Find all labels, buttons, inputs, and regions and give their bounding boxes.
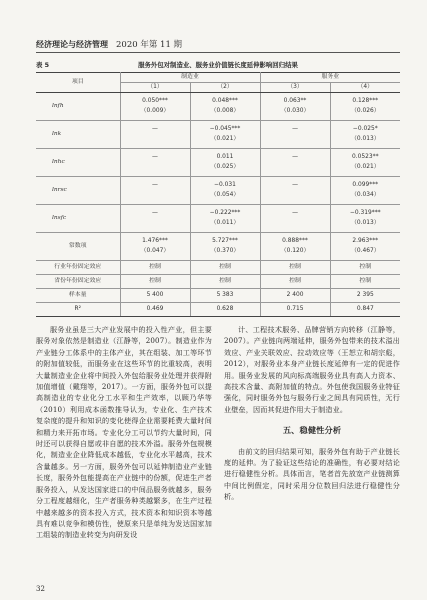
table-row — [36, 93, 400, 107]
coef-cell: — — [260, 177, 330, 191]
se-cell — [260, 219, 330, 233]
coef-cell: — — [260, 205, 330, 219]
variable-name: lnfh — [36, 93, 120, 121]
body-paragraph: 服务业虽是三大产业发展中的投入性产业，但主要服务对象依然是制造业（江静等，2007）。制造业作为产业链分工体系中的主体产业，其在组装、加工等环节的附加值较低，而服务业在这些环节的比重较高，表明大量制造业企业将中间投入外包给服务业处理并获得附加值增值（戴翔等，2017）。一方面，服务外包可以提高制造业的专业化分工水平和生产效率，以顾乃华等（2010）利用成本函数推导认为，专业化、生产技术复杂度的提升和知识的变化使得企业需要耗费大量时间和精力来开拓市场。专业化分工可以节约大量时间，同时还可以获得自愿或非自愿的技术外溢。服务外包规模化，制造业企业降低成本越低，专业化水平越高，技术含量越多。另一方面，服务外包可以延伸制造业产业链长度，服务外包能提高在产业链中的份额，促进生产者服务投入，从发达国家进口的中间品服务就越多，服务分工程度越细化，生产者服务种类越繁多，在生产过程中越来越多的资本投入方式，技术资本和知识资本等越具有难以竞争和模仿性，使原来只是单纯为发达国家加工组装的制造业转变为向研发设 — [36, 325, 212, 540]
col-header: （2） — [190, 83, 260, 93]
coef-cell: 2.963*** — [330, 233, 400, 247]
section-heading: 五、稳健性分析 — [282, 425, 342, 436]
coef-cell: 0.099*** — [330, 177, 400, 191]
table-row — [36, 177, 400, 191]
coef-cell: 0.128*** — [352, 97, 379, 104]
group-header-manufacturing: 制造业 — [120, 73, 260, 83]
se-cell: （0.467） — [350, 248, 380, 255]
coef-cell: −0.319*** — [330, 205, 400, 219]
table-row — [36, 121, 400, 135]
coef-cell: 0.888*** — [260, 233, 330, 247]
se-cell: （0.013） — [350, 220, 380, 227]
coef-cell: −0.045*** — [190, 121, 260, 135]
coef-cell: — — [120, 177, 190, 191]
coef-cell: 0.0523** — [330, 149, 400, 163]
coef-cell: — — [120, 149, 190, 163]
variable-name: 常数项 — [36, 233, 120, 261]
coef-cell: — — [260, 121, 330, 135]
se-cell — [120, 135, 190, 149]
value-cell: 控制 — [190, 275, 260, 289]
value-cell: 5 383 — [190, 289, 260, 303]
coef-cell: 0.048*** — [190, 93, 260, 107]
se-cell: （0.025） — [190, 163, 260, 177]
table-row — [36, 261, 400, 275]
coef-cell: −0.031 — [190, 177, 260, 191]
table-row — [36, 205, 400, 219]
item-header: 项目 — [36, 73, 120, 93]
value-cell: 控制 — [330, 275, 400, 289]
se-cell: （0.021） — [190, 135, 260, 149]
value-cell: 2 395 — [330, 289, 400, 303]
coef-cell: −0.222*** — [190, 205, 260, 219]
issue-info: 2020 年第 11 期 — [116, 40, 183, 50]
value-cell: 控制 — [260, 261, 330, 275]
group-header-services: 服务业 — [260, 73, 400, 83]
journal-name: 经济理论与经济管理 — [36, 40, 108, 49]
body-paragraph: 由前文的回归结果可知，服务外包有助于产业链长度的延伸。为了验证这些结论的准确性，有必要对结论进行稳健性分析。具体而言，笔者首先放宽产业链测算中间比例假定，同时采用分位数回归法进行稳健性分析。 — [224, 446, 400, 502]
left-text-column — [36, 324, 212, 541]
col-header: （4） — [330, 83, 400, 93]
table-label: 表 5 — [36, 61, 50, 69]
se-cell — [120, 219, 190, 233]
row-label: R² — [36, 303, 120, 317]
value-cell: 控制 — [120, 261, 190, 275]
se-cell: （0.034） — [350, 192, 380, 199]
table-row — [36, 275, 400, 289]
value-cell: 控制 — [330, 261, 400, 275]
se-cell: （0.008） — [190, 107, 260, 121]
col-header: （3） — [260, 83, 330, 93]
se-cell: （0.013） — [350, 136, 380, 143]
table-row — [36, 303, 400, 317]
se-cell — [260, 191, 330, 205]
row-label: 样本量 — [36, 289, 120, 303]
value-cell: 0.847 — [330, 303, 400, 317]
coef-cell: 5.727*** — [190, 233, 260, 247]
table-row — [36, 149, 400, 163]
se-cell: （0.030） — [260, 107, 330, 121]
value-cell: 2 400 — [260, 289, 330, 303]
value-cell: 控制 — [120, 275, 190, 289]
table-row — [36, 233, 400, 247]
se-cell: （0.120） — [260, 247, 330, 261]
value-cell: 控制 — [190, 261, 260, 275]
table-title: 服务外包对制造业、服务业价值链长度延伸影响回归结果 — [138, 61, 298, 69]
row-label: 行业年份固定效应 — [36, 261, 120, 275]
value-cell: 0.628 — [190, 303, 260, 317]
body-paragraph: 计、工程技术服务、品牌营销方向转移（江静等，2007）。产业链向两端延伸，服务外包带来的技术溢出效应、产业关联效应、拉动效应等（王恕立和胡宗彪，2012），对服务业本身产业链长度延伸有一定的促进作用。服务业发展的风向标高端服务业具有高人力资本、高技术含量、高附加值的特点。外包使我国服务业特征强化，同时服务外包与服务行业之间具有同质性，无行业壁垒，因而其促进作用大于制造业。 — [224, 325, 400, 414]
coef-cell: — — [260, 149, 330, 163]
se-cell — [120, 163, 190, 177]
table-row — [36, 289, 400, 303]
value-cell: 5 400 — [120, 289, 190, 303]
coef-cell: 1.476*** — [120, 233, 190, 247]
se-cell: （0.047） — [120, 247, 190, 261]
value-cell: 0.715 — [260, 303, 330, 317]
variable-name: lnrsc — [36, 177, 120, 205]
se-cell — [260, 135, 330, 149]
running-header — [36, 38, 400, 53]
variable-name: lnk — [36, 121, 120, 149]
col-header: （1） — [120, 83, 190, 93]
coef-cell: 0.063** — [260, 93, 330, 107]
se-cell: （0.021） — [350, 164, 380, 171]
right-text-column — [224, 324, 400, 503]
se-cell — [260, 163, 330, 177]
se-cell: （0.370） — [190, 247, 260, 261]
se-cell: （0.054） — [190, 191, 260, 205]
coef-cell: — — [120, 121, 190, 135]
se-cell — [120, 191, 190, 205]
coef-cell: — — [120, 205, 190, 219]
row-label: 省份年份固定效应 — [36, 275, 120, 289]
variable-name: lnhc — [36, 149, 120, 177]
coef-cell: 0.011 — [190, 149, 260, 163]
coef-cell: −0.025* — [330, 121, 400, 135]
coef-cell: 0.050*** — [120, 93, 190, 107]
se-cell: （0.009） — [120, 107, 190, 121]
se-cell: （0.026） — [350, 108, 380, 115]
regression-table — [36, 72, 400, 317]
se-cell: （0.011） — [190, 219, 260, 233]
variable-name: lnsfc — [36, 205, 120, 233]
value-cell: 0.469 — [120, 303, 190, 317]
page-number: 32 — [36, 585, 45, 593]
value-cell: 控制 — [260, 275, 330, 289]
